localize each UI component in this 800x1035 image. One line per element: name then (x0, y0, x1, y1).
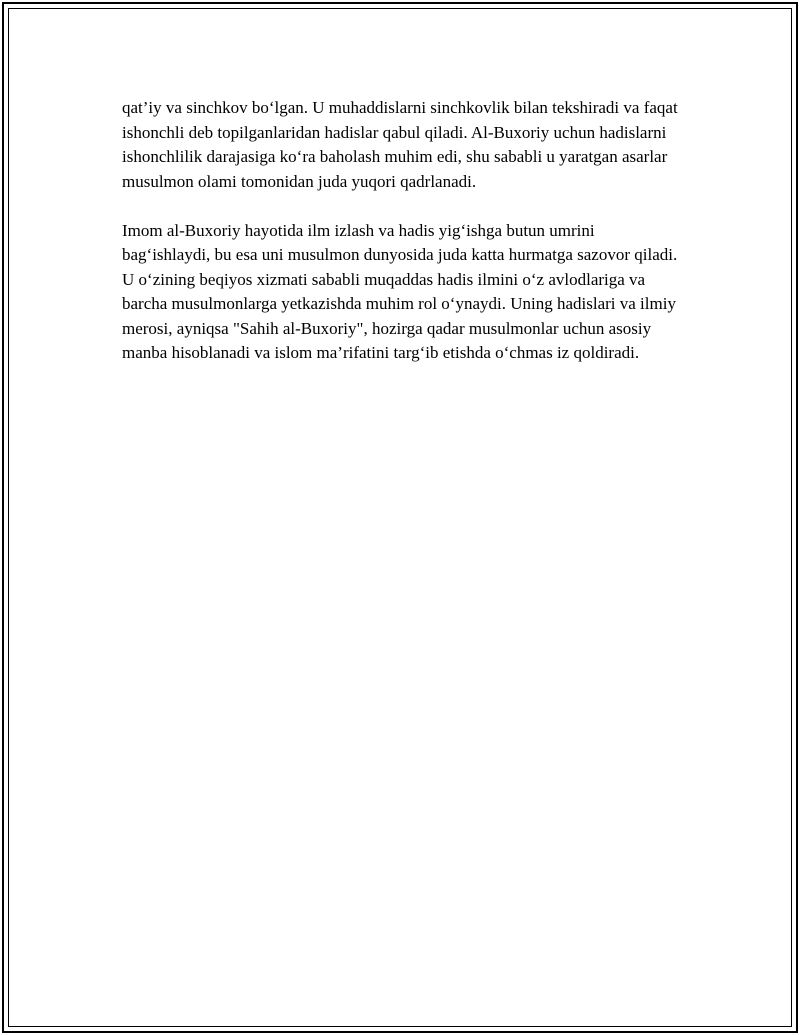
document-page (2, 2, 798, 1033)
document-body (122, 96, 682, 366)
paragraph-1: qat’iy va sinchkov bo‘lgan. U muhaddislarni sinchkovlik bilan tekshiradi va faqat ishonchli deb topilganlaridan hadislar qabul qiladi. Al-Buxoriy uchun hadislarni ishonchlilik darajasiga ko‘ra baholash muhim edi, shu sababli u yaratgan asarlar musulmon olami tomonidan juda yuqori qadrlanadi. (122, 98, 678, 191)
paragraph-2: Imom al-Buxoriy hayotida ilm izlash va hadis yig‘ishga butun umrini bag‘ishlaydi, bu esa uni musulmon dunyosida juda katta hurmatga sazovor qiladi. U o‘zining beqiyos xizmati sababli muqaddas hadis ilmini o‘z avlodlariga va barcha musulmonlarga yetkazishda muhim rol o‘ynaydi. Uning hadislari va ilmiy merosi, ayniqsa "Sahih al-Buxoriy", hozirga qadar musulmonlar uchun asosiy manba hisoblanadi va islom ma’rifatini targ‘ib etishda o‘chmas iz qoldiradi. (122, 220, 678, 362)
